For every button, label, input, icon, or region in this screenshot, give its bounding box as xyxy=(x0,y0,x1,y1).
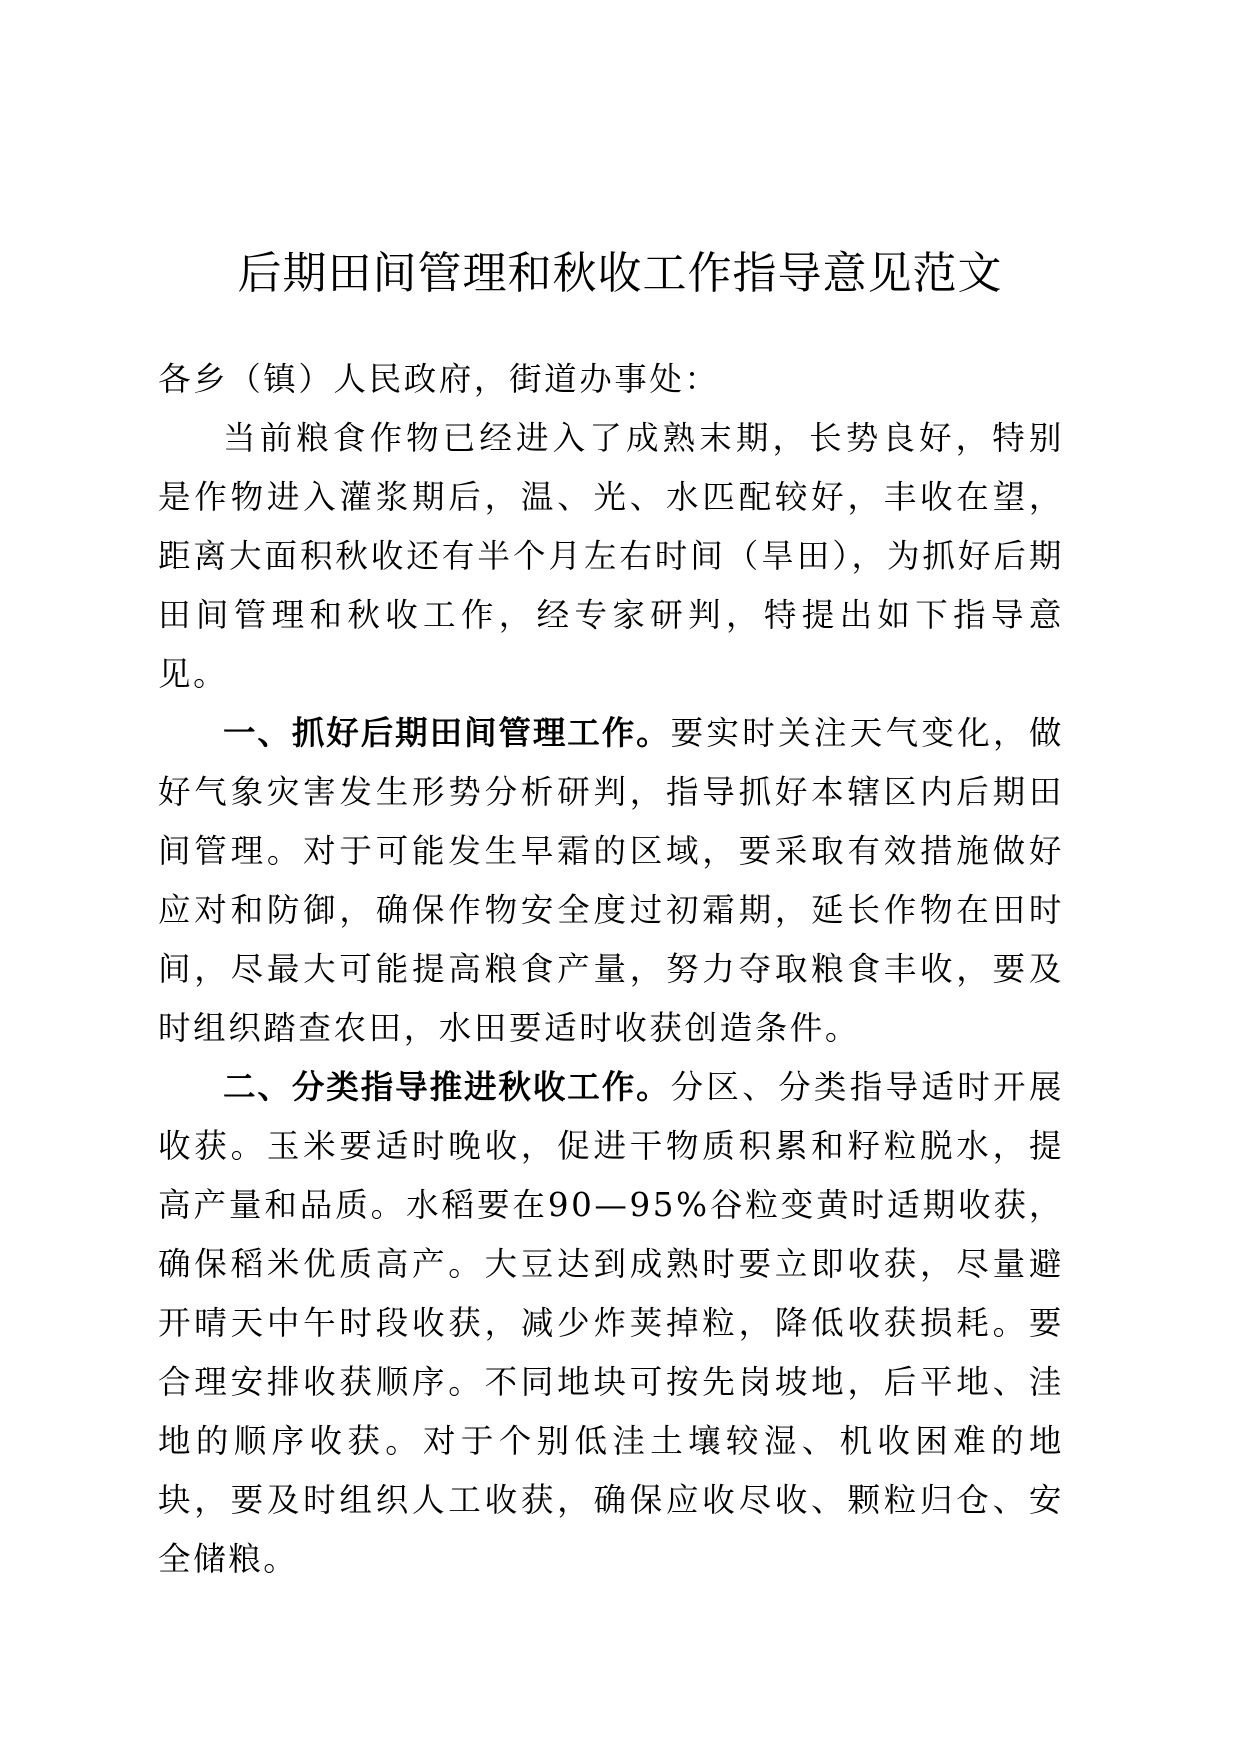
section-1-heading: 一、抓好后期田间管理工作。 xyxy=(223,714,671,752)
section-1-text: 要实时关注天气变化，做好气象灾害发生形势分析研判，指导抓好本辖区内后期田间管理。对于可能发生早霜的区域，要采取有效措施做好应对和防御，确保作物安全度过初霜期，延长作物在田时间，尽最大可能提高粮食产量，努力夺取粮食丰收，要及时组织踏查农田，水田要适时收获创造条件。 xyxy=(158,714,1064,1047)
section-2-heading: 二、分类指导推进秋收工作。 xyxy=(223,1068,671,1106)
intro-paragraph: 当前粮食作物已经进入了成熟末期，长势良好，特别是作物进入灌浆期后，温、光、水匹配较好，丰收在望，距离大面积秋收还有半个月左右时间（旱田），为抓好后期田间管理和秋收工作，经专家研判，特提出如下指导意见。 xyxy=(158,419,1064,693)
document-title: 后期田间管理和秋收工作指导意见范文 xyxy=(237,248,1003,299)
document-body xyxy=(158,350,1064,1589)
section-2-paragraph xyxy=(158,1058,1064,1589)
salutation: 各乡（镇）人民政府，街道办事处： xyxy=(158,360,720,398)
section-2-text: 分区、分类指导适时开展收获。玉米要适时晚收，促进干物质积累和籽粒脱水，提高产量和品质。水稻要在90—95%谷粒变黄时适期收获，确保稻米优质高产。大豆达到成熟时要立即收获，尽量避开晴天中午时段收获，减少炸荚掉粒，降低收获损耗。要合理安排收获顺序。不同地块可按先岗坡地，后平地、洼地的顺序收获。对于个别低洼土壤较湿、机收困难的地块，要及时组织人工收获，确保应收尽收、颗粒归仓、安全储粮。 xyxy=(158,1068,1064,1578)
section-1-paragraph xyxy=(158,704,1064,1058)
